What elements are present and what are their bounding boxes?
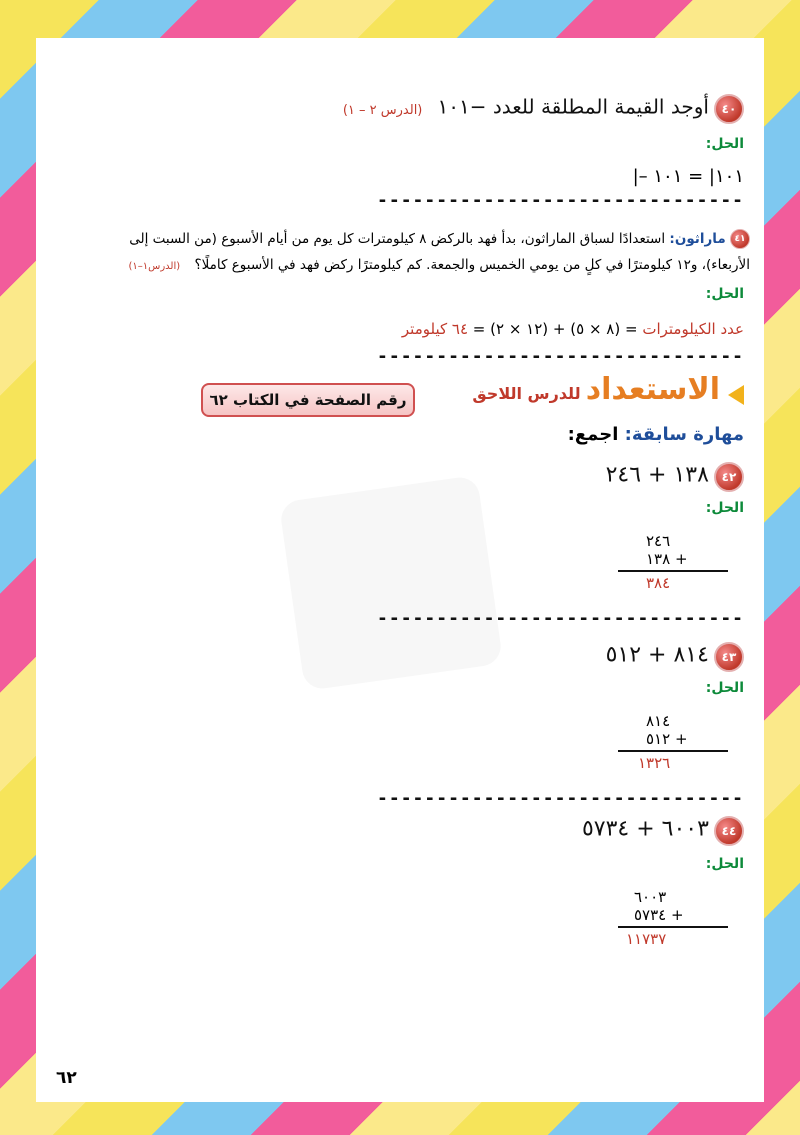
question-badge: ٤٤ [714, 816, 744, 846]
question-text-line2: الأربعاء)، و١٢ كيلومترًا في كلٍ من يومي الخميس والجمعة. كم كيلومترًا ركض فهد في الأسبوع كاملًا؟ [194, 257, 750, 273]
question-43 [606, 642, 744, 672]
solution-label: الحل: [705, 286, 744, 302]
page-number: ٦٢ [56, 1068, 77, 1088]
top-number: ٢٤٦ [646, 532, 671, 550]
column-addition [618, 532, 728, 592]
separator-line: ------------------------------- [377, 788, 744, 809]
bottom-number: ٥٧٣٤ [634, 906, 667, 924]
separator-line: ------------------------------- [377, 608, 744, 629]
answer-result: ٦٤ كيلومتر [401, 320, 469, 338]
solution-label: الحل: [705, 136, 744, 152]
bottom-number: ١٣٨ [646, 550, 671, 568]
top-number: ٨١٤ [646, 712, 671, 730]
question-text-line1: استعدادًا لسباق الماراثون، بدأ فهد بالركض ٨ كيلومترات كل يوم من أيام الأسبوع (من السبت إلى [129, 231, 666, 247]
question-badge: ٤٠ [714, 94, 744, 124]
question-44 [582, 816, 744, 846]
prep-title: الاستعداد [585, 372, 720, 407]
sum-line [618, 570, 728, 572]
solution-label: الحل: [705, 856, 744, 872]
answer-text: |– ١٠١| = ١٠١ [632, 166, 744, 187]
question-badge: ٤٣ [714, 642, 744, 672]
result-number: ٣٨٤ [646, 574, 671, 592]
result-number: ١١٧٣٧ [626, 930, 667, 948]
skill-line [568, 424, 744, 445]
question-title: ماراثون: [669, 231, 726, 247]
bottom-row [618, 906, 728, 924]
question-text: أوجد القيمة المطلقة للعدد −١٠١ [437, 94, 709, 119]
column-addition [618, 712, 728, 772]
answer-equation: = (٨ × ٥) + (١٢ × ٢) = [468, 320, 638, 338]
question-expression: ١٣٨ + ٢٤٦ [605, 462, 709, 488]
bottom-row [618, 730, 728, 748]
question-41 [50, 226, 750, 280]
plus-sign: + [674, 730, 688, 748]
result-number: ١٣٢٦ [638, 754, 671, 772]
bottom-number: ٥١٢ [646, 730, 671, 748]
solution-label: الحل: [705, 500, 744, 516]
plus-sign: + [674, 550, 688, 568]
prep-header [472, 372, 720, 407]
plus-sign: + [671, 906, 684, 924]
separator-line: ------------------------------- [377, 190, 744, 211]
prep-subtitle: للدرس اللاحق [472, 384, 581, 403]
sum-line [618, 926, 728, 928]
solution-label: الحل: [705, 680, 744, 696]
separator-line: ------------------------------- [377, 346, 744, 367]
question-badge: ٤١ [730, 229, 750, 249]
sum-line [618, 750, 728, 752]
column-addition [618, 888, 728, 948]
answer-line [402, 320, 744, 338]
bottom-row [618, 550, 728, 568]
top-number: ٦٠٠٣ [634, 888, 667, 906]
question-42 [606, 462, 744, 492]
worksheet-page [36, 38, 764, 1102]
question-40 [343, 94, 744, 124]
lesson-reference: (الدرس١–١) [128, 261, 181, 272]
question-expression: ٨١٤ + ٥١٢ [605, 642, 709, 668]
skill-label: مهارة سابقة: [624, 424, 744, 445]
page-reference-pill: رقم الصفحة في الكتاب ٦٢ [201, 383, 415, 417]
question-badge: ٤٢ [714, 462, 744, 492]
lesson-reference: (الدرس ٢ – ١) [342, 102, 423, 118]
question-expression: ٦٠٠٣ + ٥٧٣٤ [581, 816, 709, 842]
watermark-logo [279, 475, 503, 691]
arrow-icon [728, 385, 744, 405]
answer-label: عدد الكيلومترات [642, 320, 744, 338]
instruction: اجمع: [567, 424, 619, 445]
